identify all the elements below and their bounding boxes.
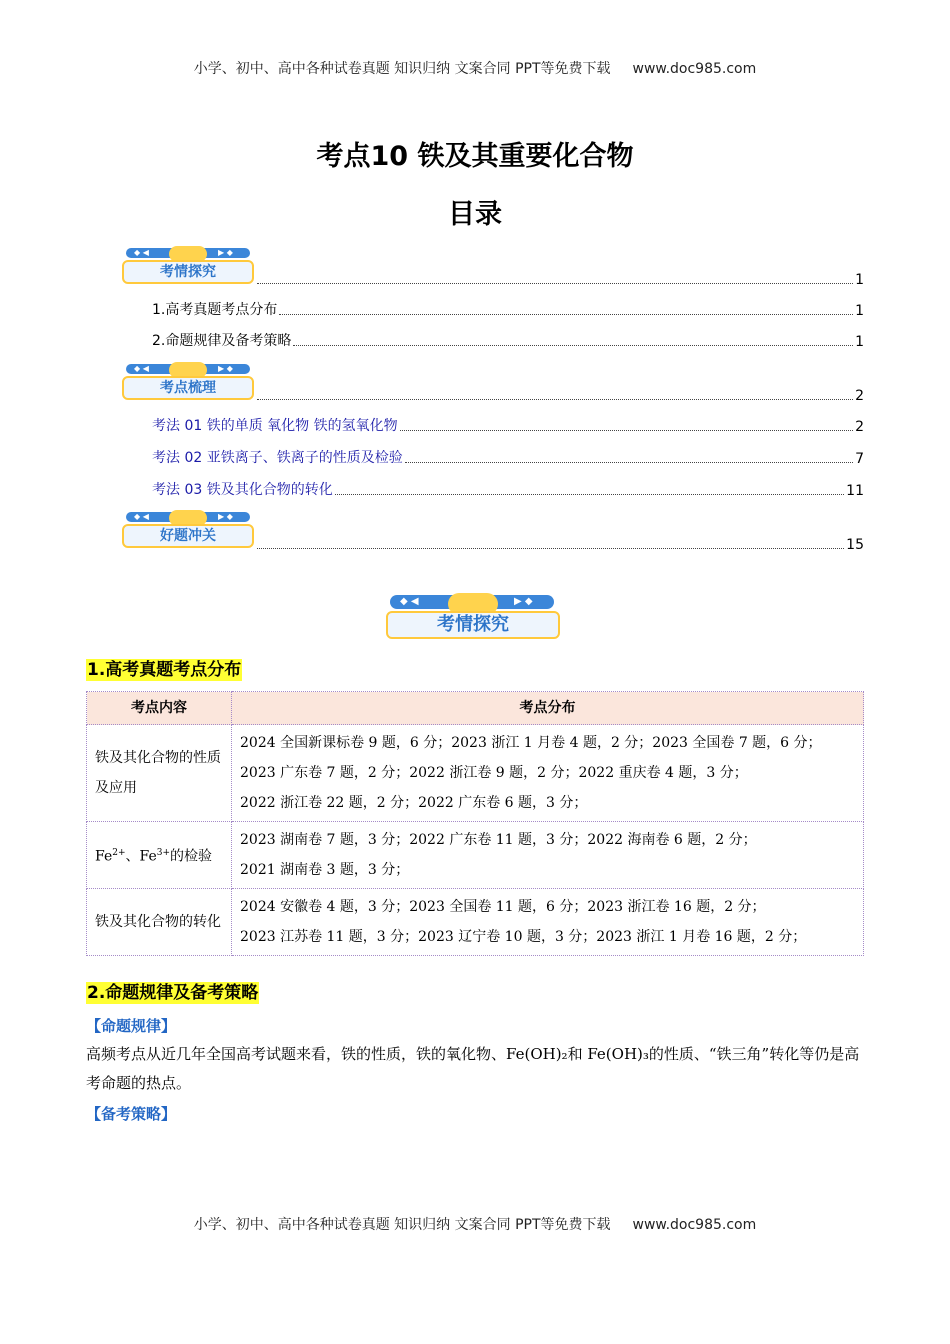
- arrow-left-icon: ◆ ◀: [134, 364, 149, 373]
- toc-label: 1.高考真题考点分布: [152, 302, 278, 318]
- arrow-right-icon: ▶ ◆: [218, 248, 233, 257]
- table-cell-topic: 铁及其化合物的性质及应用: [87, 725, 232, 822]
- topic-part: 、Fe: [125, 848, 157, 865]
- header-text: 小学、初中、高中各种试卷真题 知识归纳 文案合同 PPT等免费下载: [193, 61, 611, 77]
- toc-leader: [293, 344, 853, 346]
- distribution-line: 2023 江苏卷 11 题，3 分；2023 辽宁卷 10 题，3 分；2023 浙江 1 月卷 16 题，2 分；: [240, 929, 807, 945]
- toc-page: 15: [846, 537, 864, 553]
- toc-label: 考法 01 铁的单质 氧化物 铁的氢氧化物: [152, 418, 398, 434]
- distribution-line: 2021 湖南卷 3 题，3 分；: [240, 862, 410, 878]
- header-url[interactable]: www.doc985.com: [632, 61, 757, 77]
- toc-entry-1[interactable]: [152, 297, 864, 319]
- toc-label: 2.命题规律及备考策略: [152, 333, 292, 349]
- toc-badge-kaoqing[interactable]: [122, 246, 254, 286]
- toc-page: 1: [855, 272, 864, 288]
- toc-leader: [257, 547, 844, 549]
- distribution-line: 2024 安徽卷 4 题，3 分；2023 全国卷 11 题，6 分；2023 浙江卷 16 题，2 分；: [240, 899, 766, 915]
- toc-entry-5[interactable]: [152, 477, 864, 499]
- toc-page: 2: [855, 388, 864, 404]
- toc-page: 1: [855, 334, 864, 350]
- section1-heading: 1.高考真题考点分布: [87, 660, 242, 680]
- section-badge-kaoqing: [386, 593, 562, 641]
- table-row: [87, 822, 864, 889]
- toc-entry-kaoqing[interactable]: [255, 266, 864, 288]
- charge-superscript: 3+: [156, 848, 171, 859]
- toc-leader: [279, 313, 853, 315]
- distribution-line: 2023 广东卷 7 题，2 分；2022 浙江卷 9 题，2 分；2022 重庆卷 4 题，3 分；: [240, 765, 748, 781]
- distribution-line: 2023 湖南卷 7 题，3 分；2022 广东卷 11 题，3 分；2022 海南卷 6 题，2 分；: [240, 832, 757, 848]
- table-header: 考点分布: [232, 692, 864, 725]
- table-cell-distribution: [232, 822, 864, 889]
- page-footer: [0, 1214, 950, 1234]
- charge-superscript: 2+: [112, 848, 126, 859]
- arrow-right-icon: ▶ ◆: [218, 364, 233, 373]
- toc-page: 11: [846, 483, 864, 499]
- topic-part: 的检验: [170, 848, 213, 865]
- rule-paragraph: 高频考点从近几年全国高考试题来看，铁的性质，铁的氧化物、Fe(OH)₂和 Fe(OH)₃的性质、“铁三角”转化等仍是高考命题的热点。: [86, 1045, 860, 1092]
- toc-title: 目录: [448, 199, 502, 230]
- toc-entry-2[interactable]: [152, 328, 864, 350]
- document-title: 考点10 铁及其重要化合物: [316, 141, 634, 172]
- toc-page: 7: [855, 451, 864, 467]
- arrow-right-icon: ▶ ◆: [514, 596, 533, 607]
- toc-page: 2: [855, 419, 864, 435]
- toc-label: 考法 03 铁及其化合物的转化: [152, 482, 333, 498]
- badge-label: 好题冲关: [122, 524, 254, 548]
- arrow-left-icon: ◆ ◀: [134, 512, 149, 521]
- table-row: [87, 889, 864, 956]
- toc-entry-3[interactable]: [152, 413, 864, 435]
- footer-url[interactable]: www.doc985.com: [632, 1217, 757, 1233]
- table-cell-distribution: [232, 725, 864, 822]
- footer-text: 小学、初中、高中各种试卷真题 知识归纳 文案合同 PPT等免费下载: [193, 1217, 611, 1233]
- topic-part: Fe: [95, 848, 113, 865]
- table-cell-topic: 铁及其化合物的转化: [87, 889, 232, 956]
- toc-leader: [335, 493, 844, 495]
- exam-distribution-table: [86, 691, 864, 956]
- strategy-heading: 【备考策略】: [86, 1105, 177, 1123]
- distribution-line: 2024 全国新课标卷 9 题，6 分；2023 浙江 1 月卷 4 题，2 分；2023 全国卷 7 题，6 分；: [240, 735, 822, 751]
- badge-label: 考点梳理: [122, 376, 254, 400]
- badge-label: 考情探究: [122, 260, 254, 284]
- rule-heading: 【命题规律】: [86, 1017, 177, 1035]
- arrow-left-icon: ◆ ◀: [400, 596, 419, 607]
- arrow-left-icon: ◆ ◀: [134, 248, 149, 257]
- toc-badge-kaodian[interactable]: [122, 362, 254, 402]
- table-cell-distribution: [232, 889, 864, 956]
- toc-entry-haoti[interactable]: [255, 531, 864, 553]
- badge-label: 考情探究: [386, 611, 560, 639]
- table-cell-topic: [87, 822, 232, 889]
- toc-page: 1: [855, 303, 864, 319]
- table-header-row: [87, 692, 864, 725]
- section2-heading: 2.命题规律及备考策略: [87, 983, 259, 1003]
- toc-badge-haoti[interactable]: [122, 510, 254, 550]
- toc-leader: [405, 461, 853, 463]
- toc-leader: [257, 282, 853, 284]
- toc-entry-kaodian[interactable]: [255, 382, 864, 404]
- table-header: 考点内容: [87, 692, 232, 725]
- toc-label: 考法 02 亚铁离子、铁离子的性质及检验: [152, 450, 403, 466]
- distribution-line: 2022 浙江卷 22 题，2 分；2022 广东卷 6 题，3 分；: [240, 795, 588, 811]
- toc-leader: [400, 429, 853, 431]
- page-header: [0, 58, 950, 78]
- toc-leader: [257, 398, 853, 400]
- toc-entry-4[interactable]: [152, 445, 864, 467]
- table-row: [87, 725, 864, 822]
- arrow-right-icon: ▶ ◆: [218, 512, 233, 521]
